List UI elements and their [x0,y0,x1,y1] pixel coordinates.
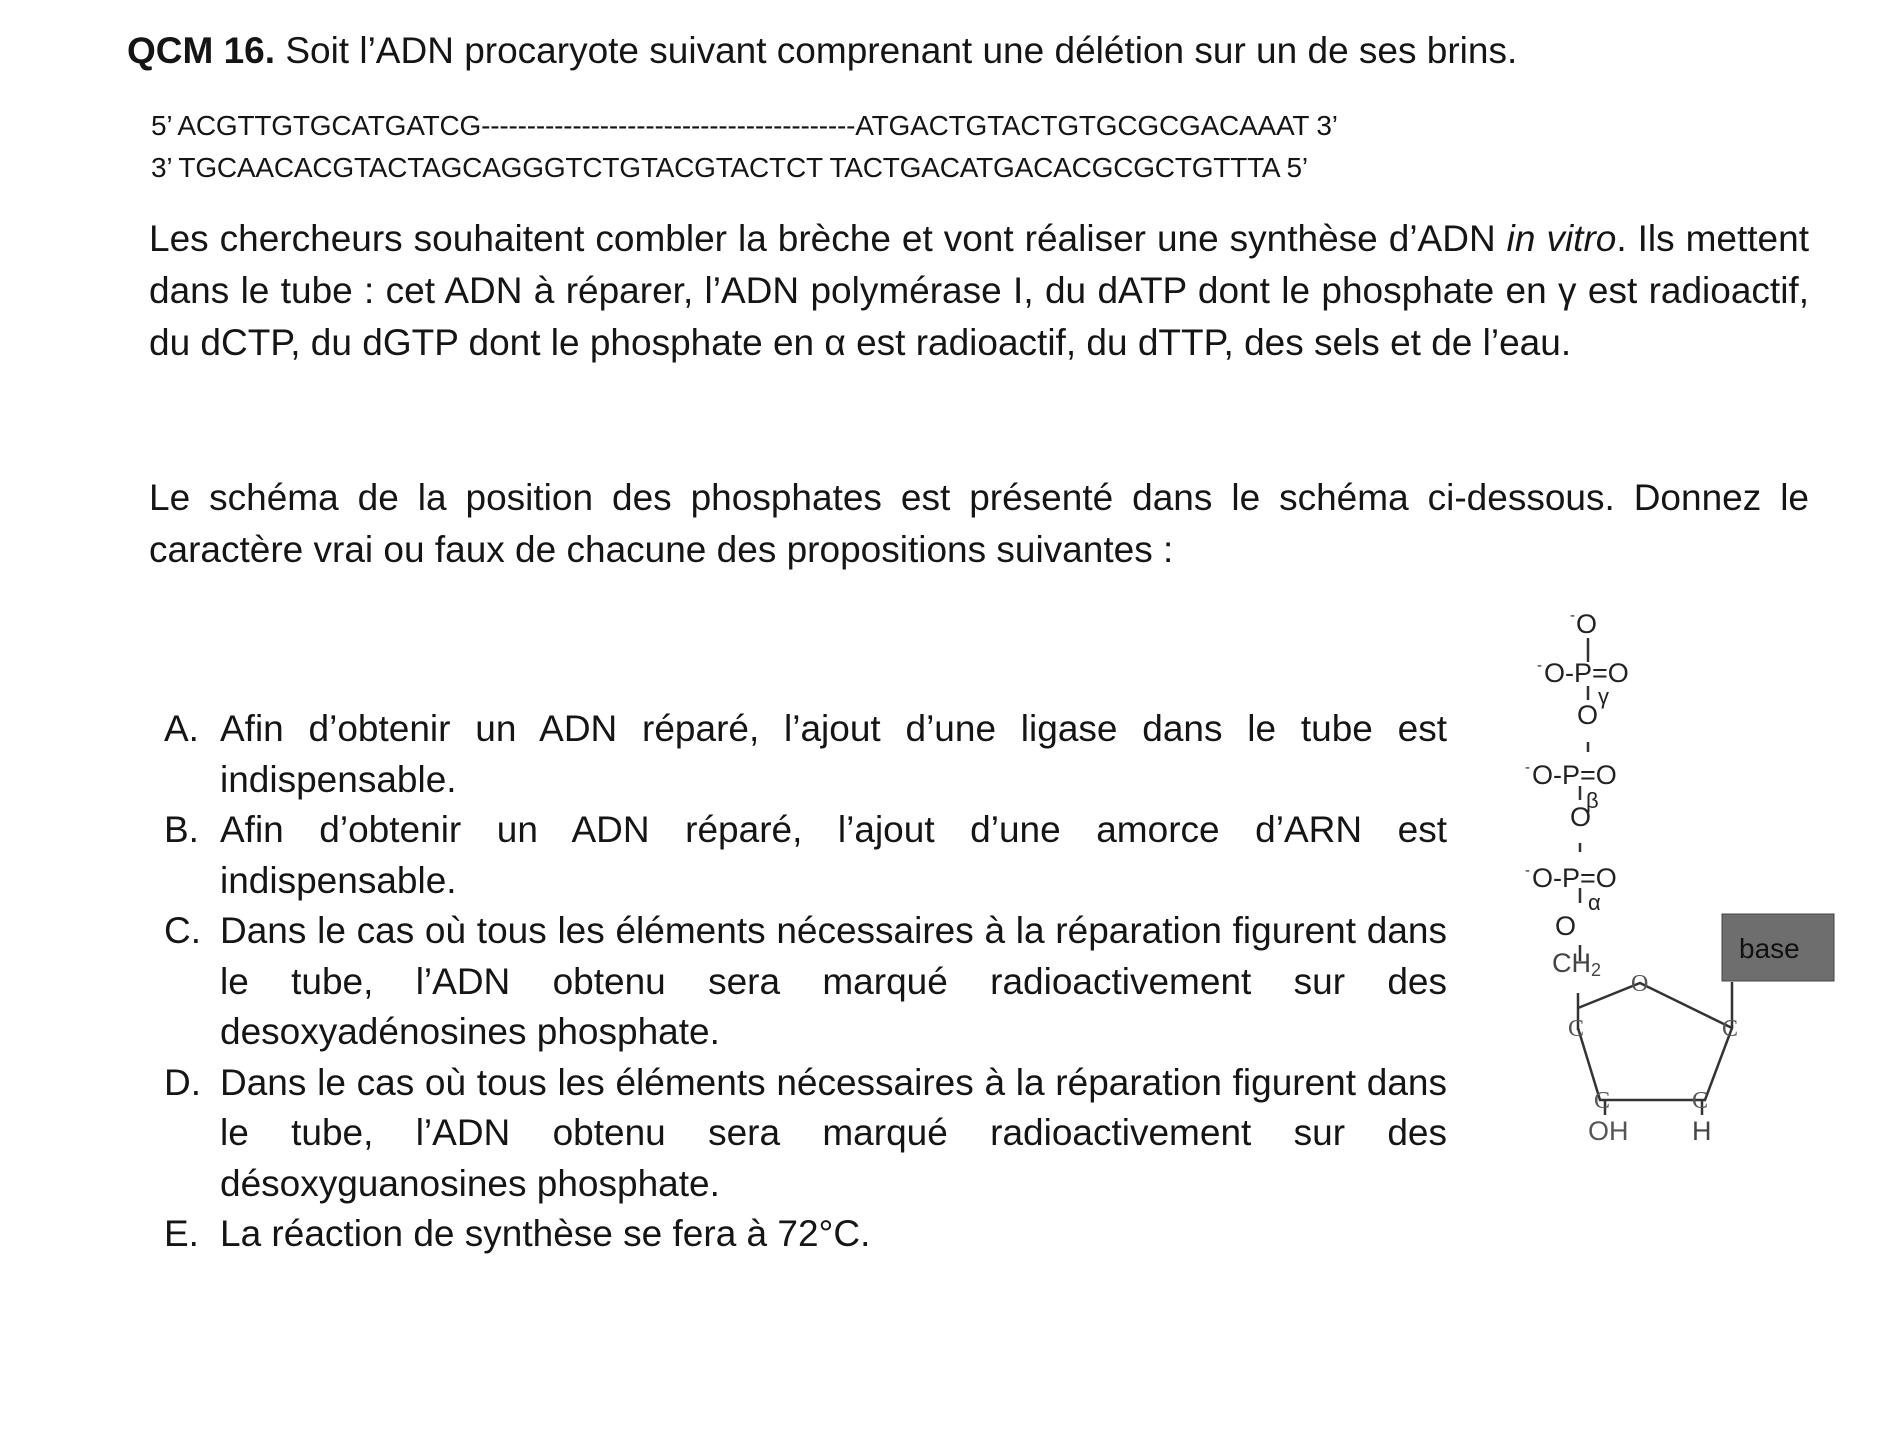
paragraph-text-1: Les chercheurs souhaitent combler la brèche et vont réaliser une synthèse d’ADN [149,218,1507,259]
option-text: Dans le cas où tous les éléments nécessaires à la réparation figurent dans le tube, l’ADN obtenu sera marqué radioactivement sur des desoxyadénosines phosphate. [220,910,1447,1052]
carbon-4: C [1692,1088,1709,1114]
paragraph-text-2: . Ils mettent dans le tube : cet ADN à réparer, l’ADN polymérase I, du dATP dont le phosphate en γ est radioactif, du dCTP, du dGTP dont le phosphate en α est radioactif, du dTTP, des sels et de l’eau. [149,218,1809,363]
option-e [164,1209,1447,1260]
bridge-oxygen: O [1577,700,1599,730]
option-text: Afin d’obtenir un ADN réparé, l’ajout d’une ligase dans le tube est indispensable. [220,708,1447,800]
option-text: Afin d’obtenir un ADN réparé, l’ajout d’une amorce d’ARN est indispensable. [220,809,1447,901]
paragraph-italic: in vitro [1506,218,1617,259]
dna-strand-2: 3’ TGCAACACGTACTAGCAGGGTCTGTACGTACTCT TACTGACATGACACGCGCTGTTTA 5’ [151,152,1308,183]
beta-label: β [1586,788,1599,813]
ch-text: CH [1552,948,1591,978]
phosphate-chain [1525,607,1629,941]
options-list [164,704,1447,1260]
base-label: base [1739,933,1800,964]
bridge-oxygen: O [1555,911,1577,941]
question-number: QCM 16. [127,30,276,71]
minus-sign: - [1525,862,1530,879]
ch2-label [1552,948,1601,980]
hydrogen-label: H [1692,1116,1712,1146]
dna-strand-1: 5’ ACGTTGTGCATGATCG-----------------------------------------ATGACTGTACTGTGCGCGACAAAT 3’ [151,110,1338,141]
minus-sign: - [1525,759,1530,776]
option-a [164,704,1447,805]
gamma-phosphate: O-P=O [1544,658,1629,688]
option-letter: D. [164,1061,201,1103]
option-letter: C. [164,910,201,951]
option-text: Dans le cas où tous les éléments nécessaires à la réparation figurent dans le tube, l’ADN obtenu sera marqué radioactivement sur des désoxyguanosines phosphate. [220,1061,1447,1204]
question-title [127,30,1517,72]
alpha-phosphate: O-P=O [1532,863,1617,893]
beta-phosphate: O-P=O [1532,760,1617,790]
option-c [164,906,1447,1058]
option-b [164,805,1447,906]
option-letter: E. [164,1213,199,1254]
top-oxygen: O [1576,609,1598,639]
ring-oxygen: O [1631,971,1649,997]
minus-sign: - [1570,607,1575,624]
option-text: La réaction de synthèse se fera à 72°C. [220,1213,871,1254]
carbon-2: C [1722,1016,1739,1042]
option-d [164,1058,1447,1210]
option-letter: B. [164,809,199,850]
gamma-label: γ [1598,684,1609,709]
experiment-paragraph [149,213,1809,369]
question-intro: Soit l’ADN procaryote suivant comprenant une délétion sur un de ses brins. [285,30,1518,71]
alpha-label: α [1588,890,1601,915]
ch2-subscript: 2 [1591,960,1602,980]
carbon-3: C [1594,1088,1611,1114]
nucleotide-diagram [1500,600,1895,1400]
bridge-oxygen: O [1570,802,1592,832]
instructions-paragraph: Le schéma de la position des phosphates est présenté dans le schéma ci-dessous. Donnez le caractère vrai ou faux de chacune des propositions suivantes : [149,477,1809,570]
hydroxyl-label: OH [1588,1116,1629,1146]
minus-sign: - [1537,657,1542,674]
carbon-1: C [1568,1016,1585,1042]
option-letter: A. [164,708,199,749]
